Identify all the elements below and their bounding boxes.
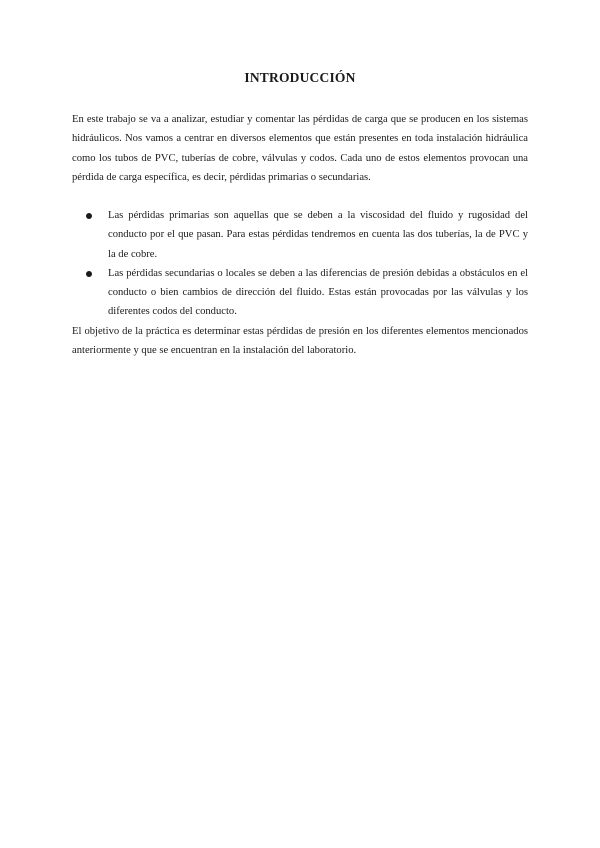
page-title: INTRODUCCIÓN xyxy=(244,70,356,85)
bullet-text-secondary: Las pérdidas secundarias o locales se deben a las diferencias de presión debidas a obstáculos en el conducto o bien cambios de dirección del fluido. Estas están provocadas por las válvulas y los diferentes codos del conducto. xyxy=(108,267,528,318)
bullet-item-secondary xyxy=(72,264,528,322)
bullet-icon xyxy=(86,213,92,219)
bullet-icon xyxy=(86,271,92,277)
bullet-list xyxy=(72,206,528,322)
objective-paragraph: El objetivo de la práctica es determinar estas pérdidas de presión en los diferentes elementos mencionados anteriormente y que se encuentran en la instalación del laboratorio. xyxy=(72,326,528,357)
intro-paragraph: En este trabajo se va a analizar, estudiar y comentar las pérdidas de carga que se producen en los sistemas hidráulicos. Nos vamos a centrar en diversos elementos que están presentes en toda instalación hidráulica como los tubos de PVC, tuberías de cobre, válvulas y codos. Cada uno de estos elementos provocan una pérdida de carga específica, es decir, pérdidas primarias o secundarias. xyxy=(72,114,528,183)
bullet-text-primary: Las pérdidas primarias son aquellas que se deben a la viscosidad del fluido y rugosidad del conducto por el que pasan. Para estas pérdidas tendremos en cuenta las dos tuberías, la de PVC y la de cobre. xyxy=(108,210,528,260)
bullet-item-primary xyxy=(72,206,528,264)
